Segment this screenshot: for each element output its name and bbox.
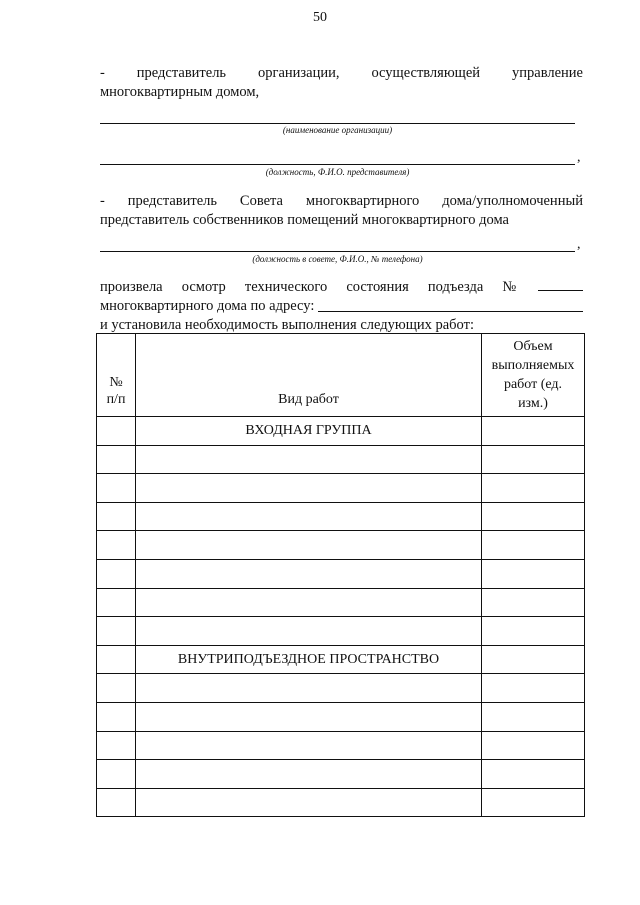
- comma: ,: [577, 150, 581, 165]
- table-cell[interactable]: [97, 702, 136, 731]
- section-row-interior: [97, 645, 585, 674]
- table-cell[interactable]: [136, 674, 482, 703]
- word: произвела: [100, 279, 163, 295]
- table-cell[interactable]: [97, 474, 136, 503]
- table-row: [97, 502, 585, 531]
- column-header-work-type: Вид работ: [136, 334, 482, 417]
- word: представитель: [127, 193, 217, 209]
- org-representative-block: [100, 64, 583, 102]
- section-title-interior: ВНУТРИПОДЪЕЗДНОЕ ПРОСТРАНСТВО: [136, 645, 482, 674]
- section-row-entrance: [97, 417, 585, 446]
- table-cell[interactable]: [136, 617, 482, 646]
- table-cell[interactable]: [482, 559, 585, 588]
- council-representative-block: [100, 192, 583, 230]
- table-cell[interactable]: [482, 702, 585, 731]
- table-cell[interactable]: [97, 531, 136, 560]
- council-rep-field[interactable]: [100, 251, 575, 252]
- dash: -: [100, 65, 105, 81]
- table-cell[interactable]: [97, 417, 136, 446]
- table-cell[interactable]: [482, 502, 585, 531]
- council-representative-line1: [100, 192, 583, 211]
- page-number: 50: [313, 10, 327, 25]
- word: технического: [244, 279, 328, 295]
- table-row: [97, 731, 585, 760]
- table-cell[interactable]: [482, 531, 585, 560]
- address-field[interactable]: [318, 311, 583, 312]
- table-cell[interactable]: [97, 502, 136, 531]
- table-cell[interactable]: [136, 702, 482, 731]
- table-cell[interactable]: [136, 788, 482, 817]
- table-header-row: [97, 334, 585, 417]
- council-rep-caption: (должность в совете, Ф.И.О., № телефона): [252, 254, 423, 264]
- table-cell[interactable]: [97, 588, 136, 617]
- table-row: [97, 788, 585, 817]
- table-cell[interactable]: [482, 645, 585, 674]
- org-name-field[interactable]: [100, 123, 575, 124]
- table-cell[interactable]: [136, 731, 482, 760]
- address-label: многоквартирного дома по адресу:: [100, 298, 315, 314]
- org-rep-position-caption: (должность, Ф.И.О. представителя): [265, 167, 410, 177]
- table-cell[interactable]: [136, 445, 482, 474]
- table-row: [97, 760, 585, 789]
- comma: ,: [577, 237, 581, 252]
- table-cell[interactable]: [97, 559, 136, 588]
- table-cell[interactable]: [97, 788, 136, 817]
- section-title-entrance: ВХОДНАЯ ГРУППА: [136, 417, 482, 446]
- table-row: [97, 445, 585, 474]
- table-cell[interactable]: [482, 788, 585, 817]
- word: осмотр: [181, 279, 226, 295]
- table-cell[interactable]: [97, 617, 136, 646]
- word: представитель: [136, 65, 227, 81]
- word: управление: [512, 65, 583, 81]
- table-cell[interactable]: [136, 531, 482, 560]
- word: многоквартирного: [305, 193, 420, 209]
- word: подъезда: [427, 279, 484, 295]
- org-rep-position-field[interactable]: [100, 164, 575, 165]
- org-name-caption: (наименование организации): [282, 125, 393, 135]
- word: осуществляющей: [371, 65, 481, 81]
- inspection-block: [100, 278, 583, 335]
- table-cell[interactable]: [482, 445, 585, 474]
- org-representative-line2: многоквартирным домом,: [100, 84, 260, 100]
- table-cell[interactable]: [482, 474, 585, 503]
- table-cell[interactable]: [482, 760, 585, 789]
- table-cell[interactable]: [482, 417, 585, 446]
- column-header-volume: Объем выполняемых работ (ед. изм.): [482, 334, 585, 417]
- table-row: [97, 588, 585, 617]
- word: дома/уполномоченный: [442, 193, 583, 209]
- table-cell[interactable]: [97, 674, 136, 703]
- table-cell[interactable]: [97, 760, 136, 789]
- table-cell[interactable]: [136, 474, 482, 503]
- table-row: [97, 617, 585, 646]
- table-row: [97, 702, 585, 731]
- entrance-number-field[interactable]: [538, 278, 583, 291]
- number-sign: №: [502, 279, 517, 295]
- table-cell[interactable]: [97, 445, 136, 474]
- column-header-number: № п/п: [97, 334, 136, 417]
- inspection-line2: [100, 297, 583, 316]
- table-cell[interactable]: [136, 559, 482, 588]
- table-row: [97, 559, 585, 588]
- dash: -: [100, 193, 105, 209]
- table-cell[interactable]: [136, 588, 482, 617]
- table-cell[interactable]: [482, 588, 585, 617]
- table-row: [97, 474, 585, 503]
- inspection-line3: и установила необходимость выполнения следующих работ:: [100, 317, 474, 333]
- word: Совета: [239, 193, 283, 209]
- table-cell[interactable]: [482, 731, 585, 760]
- table-row: [97, 531, 585, 560]
- table-cell[interactable]: [482, 617, 585, 646]
- works-table: [96, 333, 585, 817]
- table-cell[interactable]: [136, 502, 482, 531]
- word: состояния: [346, 279, 409, 295]
- org-representative-line1: [100, 64, 583, 83]
- inspection-line1: [100, 278, 583, 297]
- table-cell[interactable]: [136, 760, 482, 789]
- council-representative-line2: представитель собственников помещений многоквартирного дома: [100, 212, 509, 228]
- word: организации,: [258, 65, 340, 81]
- table-row: [97, 674, 585, 703]
- table-cell[interactable]: [97, 645, 136, 674]
- table-cell[interactable]: [97, 731, 136, 760]
- table-cell[interactable]: [482, 674, 585, 703]
